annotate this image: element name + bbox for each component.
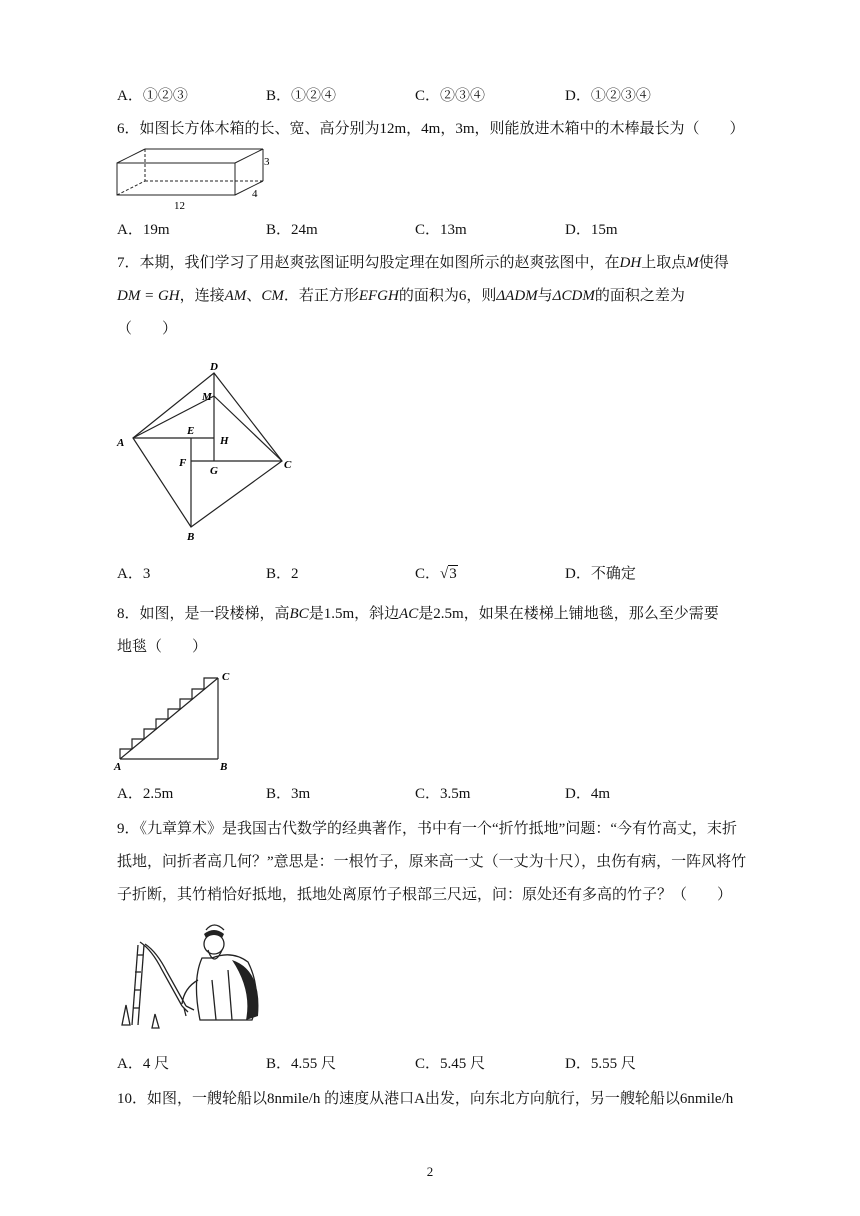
q6-option-c: C．13m [415, 222, 467, 238]
q8-label-c: C [222, 671, 230, 683]
q7-text-f: ．若正方形 [283, 288, 359, 304]
q7-option-c [415, 563, 458, 585]
q6-text: 6．如图长方体木箱的长、宽、高分别为12m，4m，3m，则能放进木箱中的木棒最长为（ ） [117, 121, 745, 137]
q7-text-b: 上取点 [641, 255, 687, 271]
q9-option-b: B．4.55 尺 [266, 1056, 337, 1072]
q9-option-c: C．5.45 尺 [415, 1056, 486, 1072]
q8-var-ac: AC [399, 606, 419, 622]
q7-line-2 [117, 285, 685, 307]
q7-option-b: B．2 [266, 566, 299, 582]
q7-label-b: B [187, 531, 195, 543]
q7-text-c: 使得 [698, 255, 729, 271]
q7-label-d: D [210, 361, 218, 373]
q8-stairs-figure [112, 666, 252, 776]
q7-line-1 [117, 252, 729, 274]
q5-option-a: A．①②③ [117, 88, 188, 104]
q8-option-c: C．3.5m [415, 786, 471, 802]
q7-eq: DM = GH [117, 288, 180, 304]
q7-option-c-label: C． [415, 566, 441, 582]
q8-line-2: 地毯（ ） [117, 639, 208, 655]
q7-var-m: M [686, 255, 699, 271]
q7-var-cm: CM [261, 288, 284, 304]
q7-label-e: E [187, 425, 195, 437]
q10-line-1: 10．如图，一艘轮船以8nmile/h 的速度从港口A出发，向东北方向航行，另一艘轮船以6nmile/h [117, 1091, 734, 1107]
q8-text-b: 是1.5m，斜边 [308, 606, 400, 622]
q6-label-length: 12 [174, 200, 185, 212]
q9-option-a: A．4 尺 [117, 1056, 170, 1072]
q6-option-d: D．15m [565, 222, 618, 238]
q6-option-b: B．24m [266, 222, 318, 238]
page-number: 2 [426, 1164, 434, 1179]
q8-label-a: A [114, 761, 122, 773]
q8-var-bc: BC [289, 606, 309, 622]
q9-line-2: 抵地，问折者高几何？”意思是：一根竹子，原来高一丈（一丈为十尺），虫伤有病，一阵风将竹 [117, 854, 747, 870]
q7-option-d: D．不确定 [565, 566, 636, 582]
q8-option-a: A．2.5m [117, 786, 174, 802]
q7-var-dh: DH [619, 255, 642, 271]
q8-text-a: 8．如图，是一段楼梯，高 [117, 606, 290, 622]
q7-var-cdm: ΔCDM [552, 288, 595, 304]
q7-label-g: G [210, 465, 218, 477]
q9-line-3: 子折断，其竹梢恰好抵地，抵地处离原竹子根部三尺远，问：原处还有多高的竹子？（ ） [117, 887, 733, 903]
q6-label-width: 4 [252, 188, 258, 200]
q6-option-a: A．19m [117, 222, 170, 238]
q6-box-figure [112, 145, 272, 213]
q9-bamboo-scholar-illustration [112, 920, 272, 1032]
q7-var-efgh: EFGH [358, 288, 399, 304]
q7-label-h: H [220, 435, 229, 447]
q7-option-c-radicand: 3 [449, 566, 457, 582]
q7-label-f: F [179, 457, 187, 469]
q7-label-m: M [202, 391, 212, 403]
q7-text-a: 7．本期，我们学习了用赵爽弦图证明勾股定理在如图所示的赵爽弦图中，在 [117, 255, 620, 271]
q7-label-c: C [284, 459, 292, 471]
q5-option-d: D．①②③④ [565, 88, 651, 104]
q5-option-b: B．①②④ [266, 88, 337, 104]
q8-option-d: D．4m [565, 786, 611, 802]
q7-line-3: （ ） [117, 321, 178, 337]
q7-text-i: 的面积之差为 [594, 288, 685, 304]
q7-text-h: 与 [537, 288, 553, 304]
q8-line-1 [117, 603, 719, 625]
q7-label-a: A [117, 437, 125, 449]
q7-var-adm: ΔADM [496, 288, 538, 304]
q7-text-g: 的面积为6，则 [398, 288, 497, 304]
q9-line-1: 9．《九章算术》是我国古代数学的经典著作，书中有一个“折竹抵地”问题：“今有竹高丈，末折 [117, 821, 737, 837]
q8-text-c: 是2.5m，如果在楼梯上铺地毯，那么至少需要 [418, 606, 719, 622]
q8-label-b: B [220, 761, 228, 773]
q5-option-c: C．②③④ [415, 88, 486, 104]
q9-option-d: D．5.55 尺 [565, 1056, 636, 1072]
q7-text-e: 、 [246, 288, 262, 304]
q7-zhao-shuang-figure [112, 360, 302, 545]
q7-text-d: ，连接 [179, 288, 225, 304]
q7-var-am: AM [224, 288, 247, 304]
q8-option-b: B．3m [266, 786, 311, 802]
q7-option-a: A．3 [117, 566, 151, 582]
sqrt-icon: √3 [440, 566, 457, 582]
q6-label-height: 3 [264, 156, 270, 168]
